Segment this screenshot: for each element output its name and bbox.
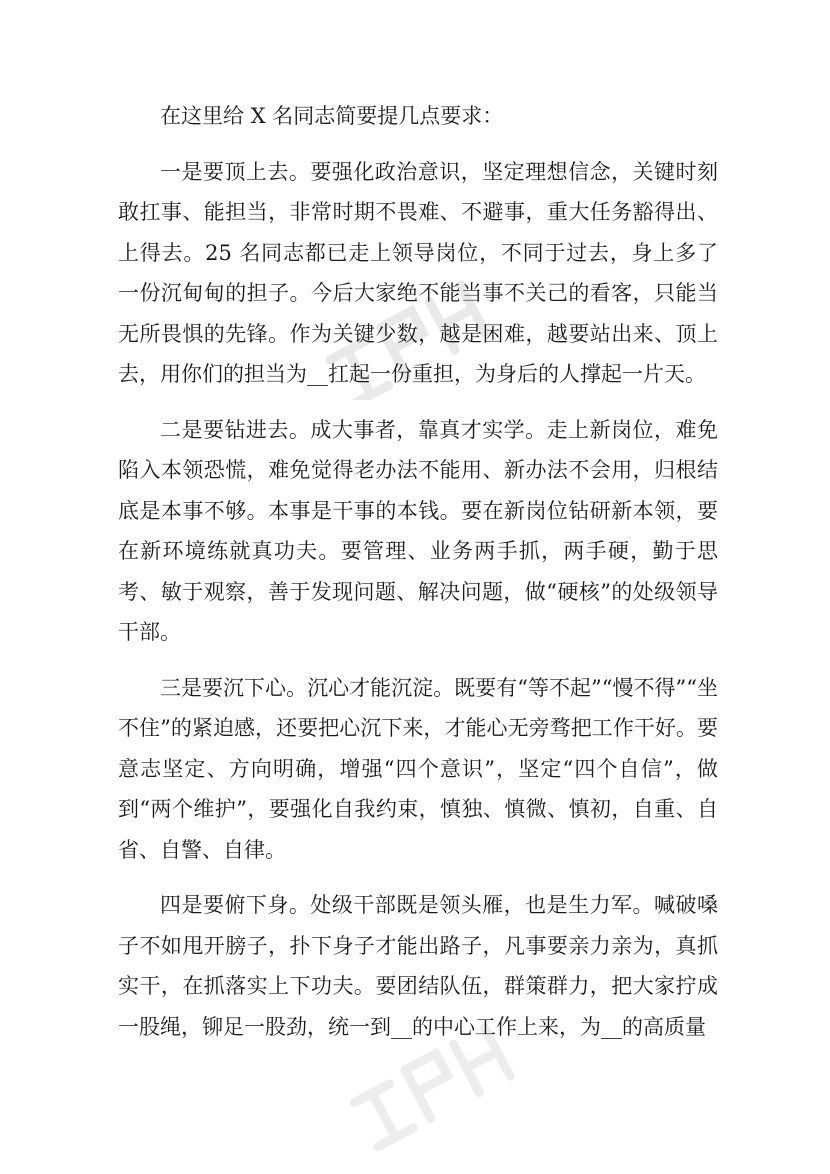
paragraph-3: 三是要沉下心。沉心才能沉淀。既要有“等不起”“慢不得”“坐不住”的紧迫感，还要把心沉下来，才能心无旁骛把工作干好。要意志坚定、方向明确，增强“四个意识”，坚定“四个自信”，做到“两个维护”，要强化自我约束，慎独、慎微、慎初，自重、自省、自警、自律。 [118, 675, 718, 862]
paragraph-4: 四是要俯下身。处级干部既是领头雁，也是生力军。喊破嗓子不如甩开膀子，扑下身子才能出路子，凡事要亲力亲为，真抓实干，在抓落实上下功夫。要团结队伍，群策群力，把大家拧成一股绳，铆足一股劲，统一到__的中心工作上来，为__的高质量 [118, 893, 718, 1039]
document-body [118, 96, 718, 1047]
intro-paragraph: 在这里给 X 名同志简要提几点要求： [160, 104, 504, 128]
paragraph-1: 一是要顶上去。要强化政治意识，坚定理想信念，关键时刻敢扛事、能担当，非常时期不畏难、不避事，重大任务豁得出、上得去。25 名同志都已走上领导岗位，不同于过去，身上多了一份沉甸甸的担子。今后大家绝不能当事不关己的看客，只能当无所畏惧的先锋。作为关键少数，越是困难，越要站出来、顶上去，用你们的担当为__扛起一份重担，为身后的人撑起一片天。 [118, 159, 718, 386]
paragraph-2: 二是要钻进去。成大事者，靠真才实学。走上新岗位，难免陷入本领恐慌，难免觉得老办法不能用、新办法不会用，归根结底是本事不够。本事是干事的本钱。要在新岗位钻研新本领，要在新环境练就真功夫。要管理、业务两手抓，两手硬，勤于思考、敏于观察，善于发现问题、解决问题，做“硬核”的处级领导干部。 [118, 417, 718, 644]
